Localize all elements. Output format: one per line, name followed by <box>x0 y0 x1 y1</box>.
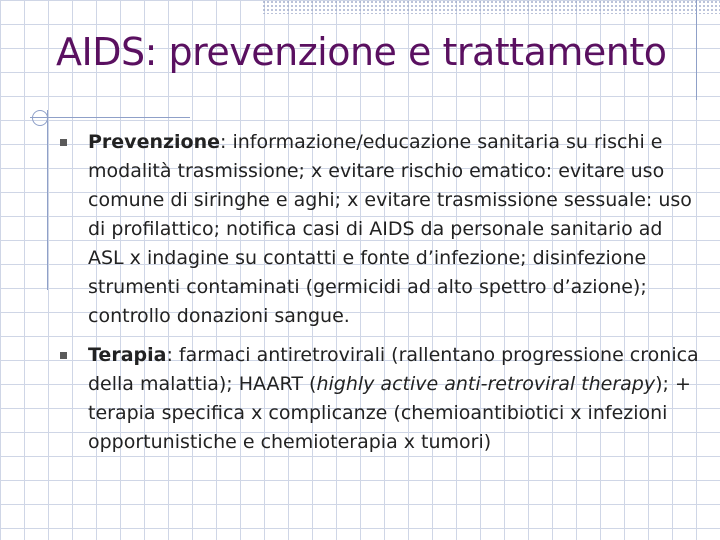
square-bullet-icon <box>60 139 67 146</box>
square-bullet-icon <box>60 352 67 359</box>
bullet-prevenzione <box>60 128 700 331</box>
bullet-text-italic: highly active anti-retroviral therapy <box>316 373 656 395</box>
bullet-list <box>60 128 700 467</box>
bullet-term: Prevenzione <box>88 131 221 153</box>
bullet-text: ); + terapia specifica x complicanze (chemioantibiotici x infezioni opportunistiche e chemioterapia x tumori) <box>88 373 691 453</box>
slide-title: AIDS: prevenzione e trattamento <box>56 30 667 74</box>
decorative-left-rule <box>47 110 48 290</box>
crosshair-icon <box>32 110 48 126</box>
title-underline-rule <box>30 117 190 118</box>
bullet-terapia <box>60 341 700 457</box>
decorative-vertical-rule <box>696 0 697 100</box>
bullet-term: Terapia <box>88 344 167 366</box>
bullet-text: : farmaci antiretrovirali (rallentano progressione cronica della malattia); HAART ( <box>88 344 699 395</box>
bullet-text: : informazione/educazione sanitaria su rischi e modalità trasmissione; x evitare rischio ematico: evitare uso comune di siringhe e aghi; x evitare trasmissione sessuale: uso di profilattico; notifica casi di AIDS da personale sanitario ad ASL x indagine su contatti e fonte d’infezione; disinfezione strumenti contaminati (germicidi ad alto spettro d’azione); controllo donazioni sangue. <box>88 131 692 327</box>
dotted-corner-pattern <box>262 0 720 14</box>
